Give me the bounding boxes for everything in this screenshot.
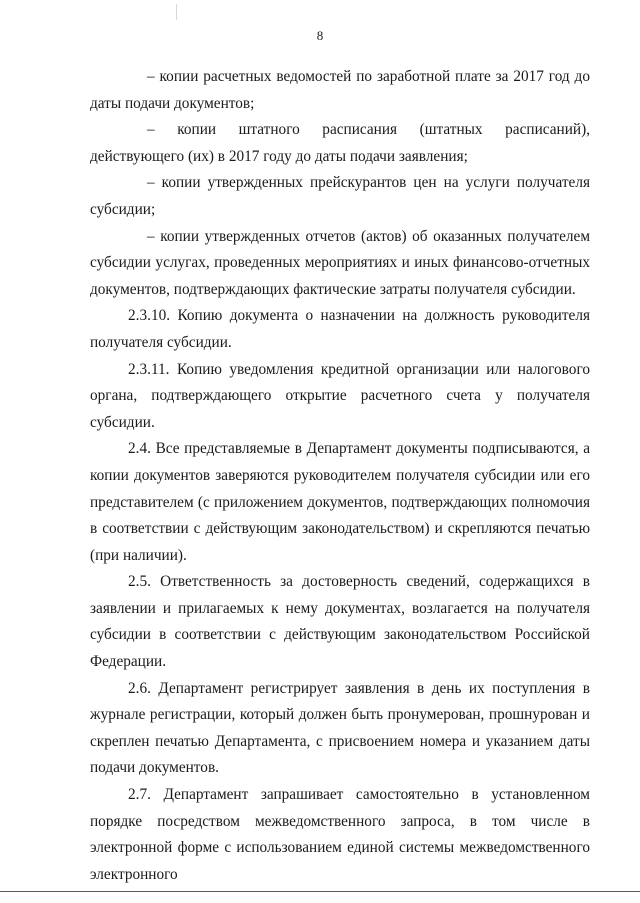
clause-2-5: 2.5. Ответственность за достоверность сведений, содержащихся в заявлении и прилагаемых к нему документах, возлагается на получателя субсидии в соответствии с действующим законодательством Российской Федерации.: [90, 573, 590, 671]
list-item-payroll-copies: – копии расчетных ведомостей по заработной плате за 2017 год до даты подачи документов;: [90, 68, 590, 112]
scan-artifact-line: [176, 4, 177, 20]
clause-2-4: 2.4. Все представляемые в Департамент документы подписываются, а копии документов заверяются руководителем получателя субсидии или его представителем (с приложением документов, подтверждающих полномочия в соответствии с действующим законодательством) и скрепляются печатью (при наличии).: [90, 440, 590, 564]
list-item-price-list-copies: – копии утвержденных прейскурантов цен на услуги получателя субсидии;: [90, 174, 590, 218]
clause-2-3-11: 2.3.11. Копию уведомления кредитной организации или налогового органа, подтверждающего открытие расчетного счета у получателя субсидии.: [90, 360, 590, 431]
list-item-report-copies: – копии утвержденных отчетов (актов) об оказанных получателем субсидии услугах, проведенных мероприятиях и иных финансово-отчетных документов, подтверждающих фактические затраты получателя субсидии.: [90, 227, 590, 298]
clause-2-6: 2.6. Департамент регистрирует заявления в день их поступления в журнале регистрации, который должен быть пронумерован, прошнурован и скреплен печатью Департамента, с присвоением номера и указанием даты подачи документов.: [90, 679, 590, 777]
page-number: 8: [316, 28, 324, 43]
clause-2-3-10: 2.3.10. Копию документа о назначении на должность руководителя получателя субсидии.: [90, 307, 590, 351]
list-item-staff-schedule-copies: – копии штатного расписания (штатных расписаний), действующего (их) в 2017 году до даты подачи заявления;: [90, 121, 590, 165]
bottom-border-line: [0, 891, 640, 892]
document-body: [90, 64, 590, 888]
clause-2-7: 2.7. Департамент запрашивает самостоятельно в установленном порядке посредством межведомственного запроса, в том числе в электронной форме с использованием единой системы межведомственного электронного: [90, 786, 590, 883]
